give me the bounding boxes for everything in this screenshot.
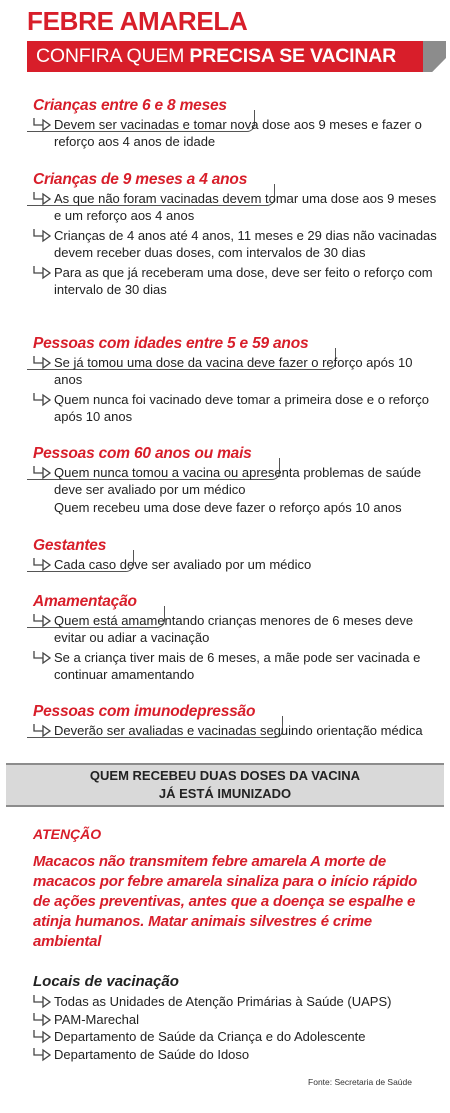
- arrow-icon: [33, 651, 53, 665]
- list-item: Se já tomou uma dose da vacina deve fazer o reforço após 10 anos: [27, 355, 437, 388]
- arrow-icon: [33, 614, 53, 628]
- attention-label: ATENÇÃO: [33, 826, 102, 842]
- section-people-60-plus: [27, 444, 437, 517]
- arrow-icon: [33, 118, 53, 132]
- banner-tail-decoration: [423, 41, 446, 72]
- arrow-icon: [33, 1030, 53, 1044]
- section-title: Amamentação: [27, 592, 165, 611]
- arrow-icon: [33, 192, 53, 206]
- section-immunodepression: [27, 702, 437, 744]
- section-pregnant-women: [27, 536, 437, 578]
- section-title: Pessoas com imunodepressão: [27, 702, 283, 721]
- locations-title: Locais de vacinação: [33, 973, 179, 990]
- section-children-6-8-months: [27, 96, 437, 154]
- section-title: Crianças entre 6 e 8 meses: [27, 96, 255, 115]
- section-title: Gestantes: [27, 536, 134, 555]
- immunized-notice: [6, 763, 444, 807]
- list-item: Quem nunca foi vacinado deve tomar a primeira dose e o reforço após 10 anos: [27, 392, 437, 425]
- arrow-icon: [33, 724, 53, 738]
- list-item: Para as que já receberam uma dose, deve ser feito o reforço com intervalo de 30 dias: [27, 265, 437, 298]
- list-item: Se a criança tiver mais de 6 meses, a mãe pode ser vacinada e continuar amamentando: [27, 650, 437, 683]
- list-item: Devem ser vacinadas e tomar nova dose aos 9 meses e fazer o reforço aos 4 anos de idade: [27, 117, 437, 150]
- locations-list: [27, 994, 391, 1064]
- arrow-icon: [33, 393, 53, 407]
- list-item: Departamento de Saúde da Criança e do Adolescente: [27, 1029, 391, 1046]
- section-title: Crianças de 9 meses a 4 anos: [27, 170, 275, 189]
- arrow-icon: [33, 558, 53, 572]
- subtitle-banner: [27, 41, 423, 72]
- section-people-5-59-years: [27, 334, 437, 429]
- banner-bold-text: PRECISA SE VACINAR: [189, 45, 397, 67]
- section-breastfeeding: [27, 592, 437, 687]
- arrow-icon: [33, 229, 53, 243]
- immunized-line-2: JÁ ESTÁ IMUNIZADO: [158, 786, 292, 801]
- immunized-line-1: QUEM RECEBEU DUAS DOSES DA VACINA: [89, 768, 361, 783]
- attention-text: Macacos não transmitem febre amarela A morte de macacos por febre amarela sinaliza para o início rápido de ações preventivas, antes que a doença se espalhe e atinja humanos. Matar animais silvestres é crime ambiental: [33, 853, 418, 950]
- list-item: Deverão ser avaliadas e vacinadas seguindo orientação médica: [27, 723, 437, 740]
- arrow-icon: [33, 266, 53, 280]
- source-credit: Fonte: Secretaria de Saúde: [308, 1077, 412, 1087]
- list-item: Quem nunca tomou a vacina ou apresenta problemas de saúde deve ser avaliado por um médico: [27, 465, 437, 498]
- section-children-9-months-4-years: [27, 170, 437, 302]
- section-extra-text: Quem recebeu uma dose deve fazer o reforço após 10 anos: [54, 500, 402, 515]
- list-item: Departamento de Saúde do Idoso: [27, 1047, 391, 1064]
- list-item: Crianças de 4 anos até 4 anos, 11 meses e 29 dias não vacinadas devem receber duas doses, com intervalos de 30 dias: [27, 228, 437, 261]
- list-item: As que não foram vacinadas devem tomar uma dose aos 9 meses e um reforço aos 4 anos: [27, 191, 437, 224]
- list-item: Quem está amamentando crianças menores de 6 meses deve evitar ou adiar a vacinação: [27, 613, 437, 646]
- arrow-icon: [33, 1013, 53, 1027]
- list-item: PAM-Marechal: [27, 1012, 391, 1029]
- section-title: Pessoas com idades entre 5 e 59 anos: [27, 334, 336, 353]
- arrow-icon: [33, 995, 53, 1009]
- arrow-icon: [33, 466, 53, 480]
- page-title: FEBRE AMARELA: [27, 6, 248, 36]
- section-title: Pessoas com 60 anos ou mais: [27, 444, 280, 463]
- banner-normal-text: CONFIRA QUEM: [36, 45, 190, 67]
- arrow-icon: [33, 356, 53, 370]
- list-item: Todas as Unidades de Atenção Primárias à Saúde (UAPS): [27, 994, 391, 1011]
- arrow-icon: [33, 1048, 53, 1062]
- list-item: Cada caso deve ser avaliado por um médico: [27, 557, 437, 574]
